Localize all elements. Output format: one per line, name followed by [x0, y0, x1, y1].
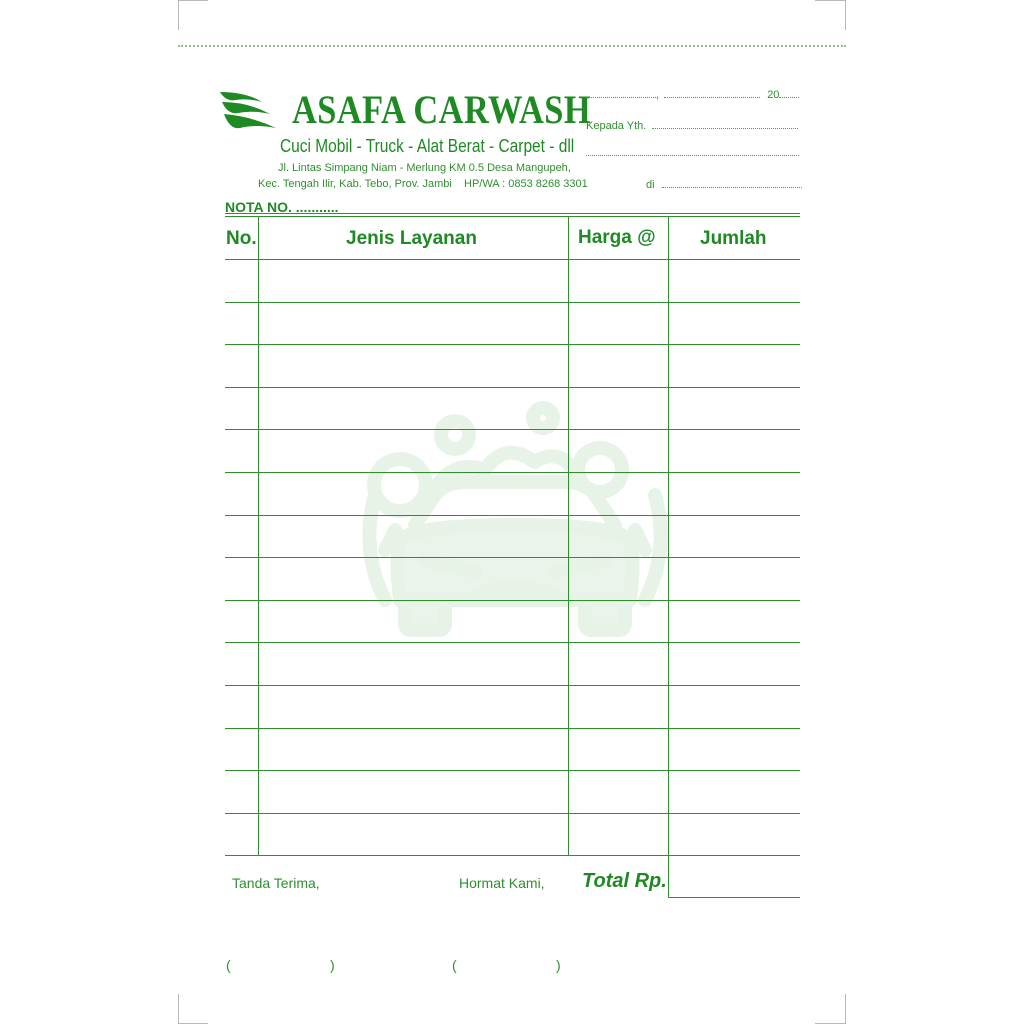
table-row[interactable]	[225, 472, 800, 473]
table-row[interactable]	[225, 515, 800, 516]
invoice-number[interactable]: NOTA NO. ...........	[225, 199, 339, 215]
crop-mark-top-right-h	[815, 0, 845, 1]
table-row[interactable]	[225, 642, 800, 643]
company-name: ASAFA CARWASH	[292, 87, 592, 132]
total-label: Total Rp.	[582, 870, 667, 892]
column-header-no: No.	[226, 228, 257, 249]
crop-mark-top-left-h	[178, 0, 208, 1]
col-divider-price	[668, 216, 669, 898]
sender-signature-open: (	[452, 957, 457, 973]
table-row[interactable]	[225, 387, 800, 388]
table-top-line-2	[225, 216, 800, 217]
total-box-bottom	[668, 897, 800, 898]
crop-mark-top-left	[178, 0, 179, 30]
table-top-line-1	[225, 213, 800, 214]
table-row[interactable]	[225, 685, 800, 686]
perforation-line	[178, 45, 846, 47]
receiver-signature-open: (	[226, 957, 231, 973]
crop-mark-bottom-left	[178, 994, 179, 1024]
receiver-signature-close: )	[330, 957, 335, 973]
table-row[interactable]	[225, 557, 800, 558]
crop-mark-top-right	[845, 0, 846, 30]
table-header-divider	[225, 259, 800, 260]
car-wash-bubbles-icon	[355, 400, 675, 680]
location-field[interactable]: di	[646, 177, 802, 191]
leaf-swoosh-icon	[218, 88, 280, 136]
sender-signature-close: )	[556, 957, 561, 973]
recipient-extra-line[interactable]	[586, 145, 799, 159]
col-divider-service	[568, 216, 569, 855]
column-header-price: Harga @	[578, 227, 656, 248]
address-line-1: Jl. Lintas Simpang Niam - Merlung KM 0.5 Desa Mangupeh,	[278, 162, 571, 174]
col-divider-no	[258, 216, 259, 855]
address-line-2: Kec. Tengah Ilir, Kab. Tebo, Prov. Jambi	[258, 178, 452, 190]
column-header-amount: Jumlah	[700, 228, 767, 249]
recipient-field[interactable]: Kepada Yth.	[586, 118, 798, 132]
phone-number: HP/WA : 0853 8268 3301	[464, 178, 588, 190]
table-row[interactable]	[225, 855, 800, 856]
table-row[interactable]	[225, 813, 800, 814]
sender-signature-label: Hormat Kami,	[459, 875, 545, 891]
table-row[interactable]	[225, 344, 800, 345]
table-row[interactable]	[225, 302, 800, 303]
tagline: Cuci Mobil - Truck - Alat Berat - Carpet - dll	[280, 136, 575, 156]
date-field[interactable]: , 20	[586, 87, 799, 101]
table-row[interactable]	[225, 600, 800, 601]
table-row[interactable]	[225, 728, 800, 729]
receiver-signature-label: Tanda Terima,	[232, 875, 320, 891]
column-header-service: Jenis Layanan	[346, 228, 477, 249]
table-row[interactable]	[225, 770, 800, 771]
table-row[interactable]	[225, 429, 800, 430]
crop-mark-bottom-right	[845, 994, 846, 1024]
